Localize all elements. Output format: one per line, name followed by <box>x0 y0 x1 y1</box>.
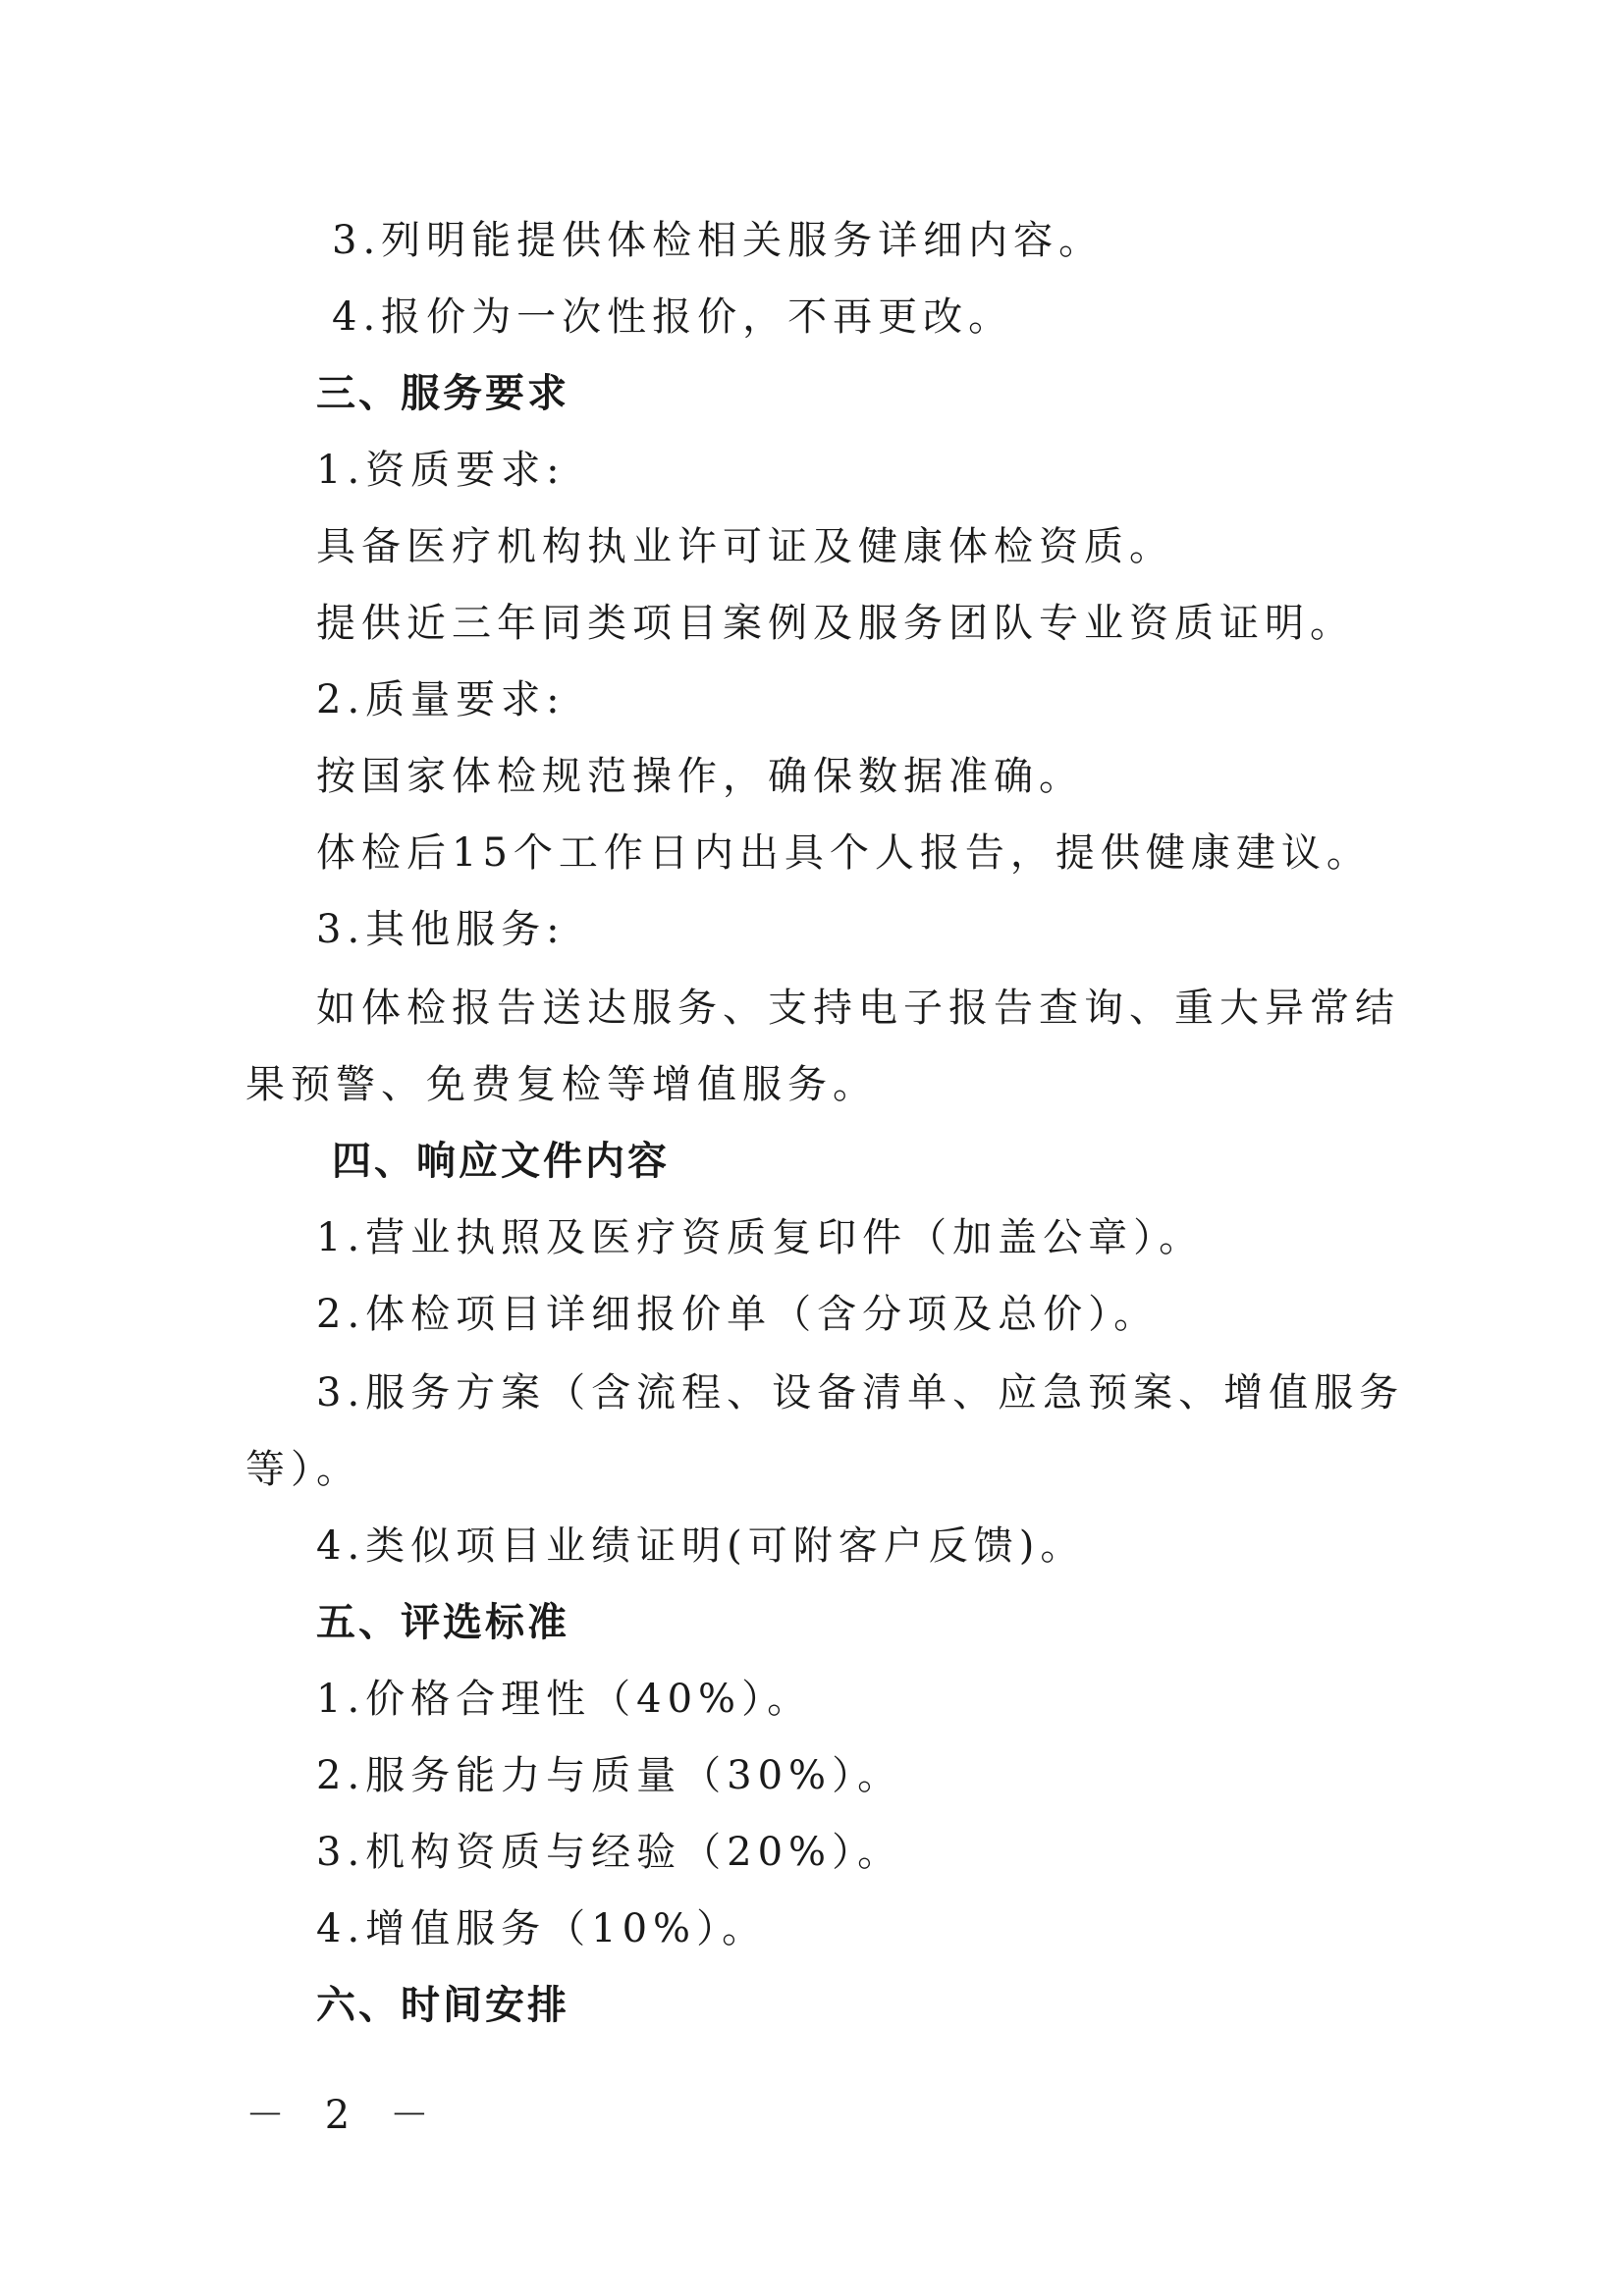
text-line: 3.其他服务: <box>316 907 566 952</box>
text-line: 等）。 <box>245 1447 361 1492</box>
text-line: 3.服务方案（含流程、设备清单、应急预案、增值服务 <box>316 1370 1405 1415</box>
text-line: 2.服务能力与质量（30%）。 <box>316 1753 903 1798</box>
text-line: 1.营业执照及医疗资质复印件（加盖公章）。 <box>316 1215 1205 1260</box>
text-line: 4.报价为一次性报价，不再更改。 <box>332 294 1014 340</box>
text-line: 具备医疗机构执业许可证及健康体检资质。 <box>316 524 1174 569</box>
section-heading: 五、评选标准 <box>316 1600 569 1645</box>
section-heading: 六、时间安排 <box>316 1983 569 2028</box>
text-line: 1.价格合理性（40%）。 <box>316 1677 813 1722</box>
text-line: 果预警、免费复检等增值服务。 <box>245 1062 878 1107</box>
text-line: 提供近三年同类项目案例及服务团队专业资质证明。 <box>316 601 1355 646</box>
text-line: 3.机构资质与经验（20%）。 <box>316 1830 903 1875</box>
section-heading: 四、响应文件内容 <box>332 1139 670 1184</box>
text-line: 2.体检项目详细报价单（含分项及总价）。 <box>316 1292 1160 1337</box>
text-line: 4.增值服务（10%）。 <box>316 1906 768 1951</box>
text-line: 体检后15个工作日内出具个人报告，提供健康建议。 <box>316 830 1372 876</box>
section-heading: 三、服务要求 <box>316 371 569 416</box>
text-line: 3.列明能提供体检相关服务详细内容。 <box>332 218 1105 263</box>
text-line: 如体检报告送达服务、支持电子报告查询、重大异常结 <box>316 986 1400 1031</box>
page-number: － 2 － <box>245 2093 443 2138</box>
text-line: 1.资质要求: <box>316 448 566 493</box>
text-line: 4.类似项目业绩证明(可附客户反馈)。 <box>316 1523 1086 1569</box>
text-line: 2.质量要求: <box>316 677 566 722</box>
text-line: 按国家体检规范操作，确保数据准确。 <box>316 754 1084 799</box>
